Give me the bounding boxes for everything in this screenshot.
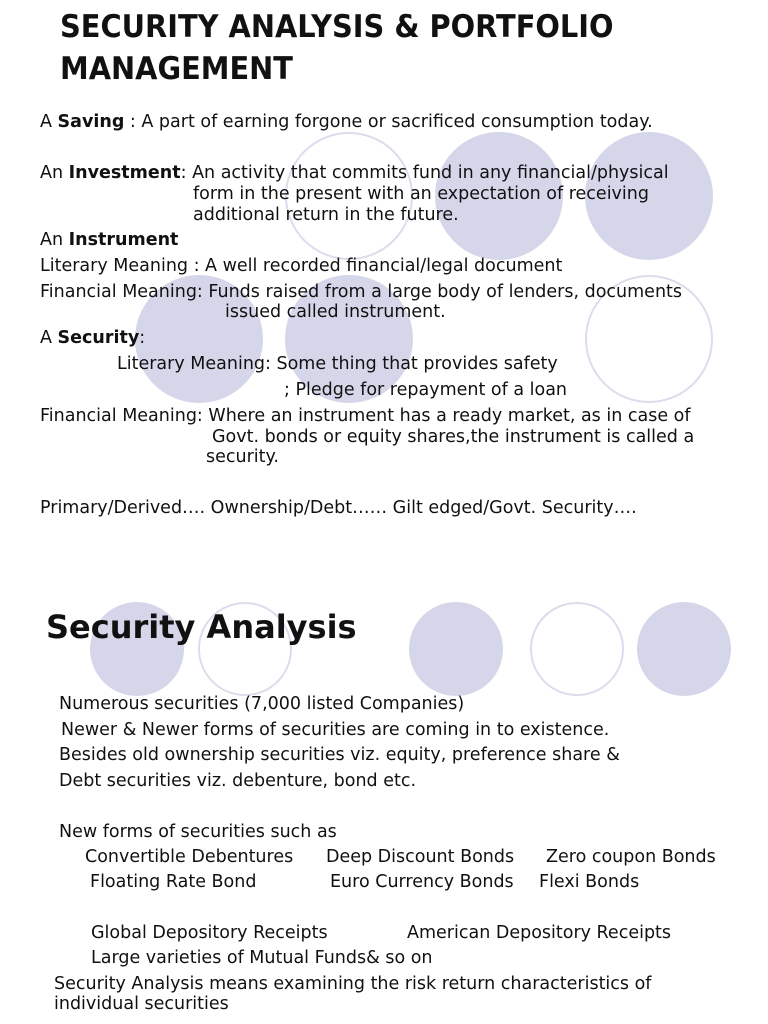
form-mutual-funds: Large varieties of Mutual Funds& so on: [91, 948, 433, 968]
security-literary-meaning-1: Literary Meaning: Some thing that provides safety: [117, 354, 558, 374]
security-financial-meaning-2: Govt. bonds or equity shares,the instrument is called a: [212, 427, 695, 447]
form-deep-discount-bonds: Deep Discount Bonds: [326, 847, 515, 867]
investment-text-1: : An activity that commits fund in any financial/physical: [180, 163, 669, 183]
title-line-1: SECURITY ANALYSIS & PORTFOLIO: [60, 9, 614, 45]
form-american-depository-receipts: American Depository Receipts: [407, 923, 672, 943]
section-title: Security Analysis: [46, 608, 357, 646]
instrument-financial-meaning-1: Financial Meaning: Funds raised from a large body of lenders, documents: [40, 282, 683, 302]
new-forms-heading: New forms of securities such as: [59, 822, 337, 842]
investment-prefix: An: [40, 163, 69, 183]
form-euro-currency-bonds: Euro Currency Bonds: [330, 872, 514, 892]
instrument-term: Instrument: [68, 230, 179, 250]
form-convertible-debentures: Convertible Debentures: [85, 847, 294, 867]
instrument-heading: [40, 230, 178, 251]
definition-line-2: individual securities: [54, 994, 229, 1014]
security-term: Security: [57, 328, 140, 348]
investment-definition: [40, 163, 669, 184]
security-heading: [40, 328, 145, 349]
investment-term: Investment: [68, 163, 181, 183]
saving-term: Saving: [57, 112, 125, 132]
intro-line-1: Numerous securities (7,000 listed Companies): [59, 694, 465, 714]
investment-text-2: form in the present with an expectation of receiving: [193, 184, 649, 204]
decorative-filled-circle: [637, 602, 731, 696]
investment-text-3: additional return in the future.: [193, 205, 459, 225]
security-suffix: :: [139, 328, 146, 348]
form-floating-rate-bond: Floating Rate Bond: [90, 872, 257, 892]
security-financial-meaning-3: security.: [206, 447, 279, 467]
definition-line-1: Security Analysis means examining the risk return characteristics of: [54, 974, 652, 994]
title-line-2: MANAGEMENT: [60, 51, 293, 87]
security-literary-meaning-2: ; Pledge for repayment of a loan: [284, 380, 568, 400]
security-prefix: A: [40, 328, 58, 348]
saving-prefix: A: [40, 112, 58, 132]
intro-line-4: Debt securities viz. debenture, bond etc.: [59, 771, 417, 791]
security-financial-meaning-1: Financial Meaning: Where an instrument has a ready market, as in case of: [40, 406, 691, 426]
security-types: Primary/Derived…. Ownership/Debt…… Gilt edged/Govt. Security….: [40, 498, 637, 518]
form-flexi-bonds: Flexi Bonds: [539, 872, 640, 892]
saving-definition: [40, 112, 653, 133]
intro-line-3: Besides old ownership securities viz. equity, preference share &: [59, 745, 620, 765]
instrument-financial-meaning-2: issued called instrument.: [225, 302, 446, 322]
slide-security-analysis: [0, 575, 768, 1024]
saving-text: : A part of earning forgone or sacrificed consumption today.: [124, 112, 653, 132]
decorative-filled-circle: [409, 602, 503, 696]
instrument-literary-meaning: Literary Meaning : A well recorded financial/legal document: [40, 256, 563, 276]
intro-line-2: Newer & Newer forms of securities are coming in to existence.: [61, 720, 610, 740]
form-zero-coupon-bonds: Zero coupon Bonds: [546, 847, 716, 867]
decorative-ring-circle: [530, 602, 624, 696]
form-global-depository-receipts: Global Depository Receipts: [91, 923, 328, 943]
instrument-prefix: An: [40, 230, 69, 250]
page-title: [60, 6, 614, 90]
